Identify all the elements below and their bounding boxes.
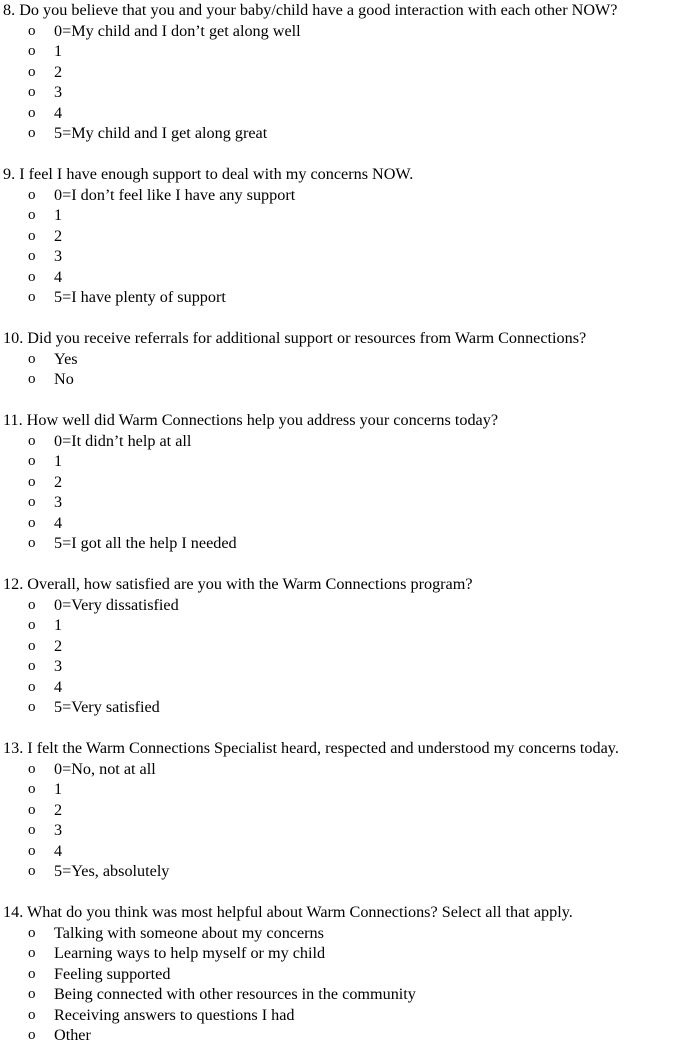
answer-option[interactable] <box>3 636 685 657</box>
option-bullet-icon: o <box>28 84 36 100</box>
option-label: 2 <box>54 472 63 491</box>
option-label: 1 <box>54 42 63 60</box>
option-label: 3 <box>54 247 63 265</box>
answer-option[interactable] <box>3 759 685 780</box>
question-text: 10. Did you receive referrals for additional support or resources from Warm Connections? <box>3 329 587 347</box>
option-bullet-icon: o <box>28 596 36 613</box>
option-bullet-icon: o <box>28 473 36 490</box>
option-label: Being connected with other resources in the community <box>54 985 416 1003</box>
question-block <box>3 328 685 390</box>
option-label: Receiving answers to questions I had <box>54 1005 295 1024</box>
option-bullet-icon: o <box>28 248 36 264</box>
option-bullet-icon: o <box>28 658 36 674</box>
option-label: 0=It didn’t help at all <box>54 431 192 450</box>
option-label: 2 <box>54 800 63 819</box>
option-label: 1 <box>54 452 63 470</box>
option-label: 5=My child and I get along great <box>54 124 268 142</box>
option-label: Yes <box>54 349 78 368</box>
answer-option[interactable] <box>3 656 685 677</box>
option-bullet-icon: o <box>28 678 36 695</box>
answer-option[interactable] <box>3 923 685 944</box>
answer-option[interactable] <box>3 1025 685 1046</box>
option-label: 4 <box>54 267 63 286</box>
survey-document <box>3 0 685 1046</box>
option-bullet-icon: o <box>28 781 36 797</box>
answer-option[interactable] <box>3 185 685 206</box>
option-bullet-icon: o <box>28 863 36 879</box>
question-text: 14. What do you think was most helpful about Warm Connections? Select all that apply. <box>3 903 573 921</box>
option-label: 3 <box>54 83 63 101</box>
option-bullet-icon: o <box>28 842 36 859</box>
option-label: 0=My child and I don’t get along well <box>54 21 301 40</box>
answer-option[interactable] <box>3 1005 685 1026</box>
option-label: 4 <box>54 103 63 122</box>
question-spacer <box>3 308 685 329</box>
option-label: Learning ways to help myself or my child <box>54 944 326 962</box>
option-bullet-icon: o <box>28 63 36 80</box>
question-block <box>3 164 685 308</box>
question-text: 11. How well did Warm Connections help you address your concerns today? <box>3 411 499 429</box>
option-bullet-icon: o <box>28 432 36 449</box>
option-bullet-icon: o <box>28 43 36 59</box>
answer-option[interactable] <box>3 82 685 103</box>
answer-option[interactable] <box>3 41 685 62</box>
option-label: 0=I don’t feel like I have any support <box>54 185 296 204</box>
option-bullet-icon: o <box>28 924 36 941</box>
option-label: 4 <box>54 513 63 532</box>
question-text: 13. I felt the Warm Connections Specialist heard, respected and understood my concerns today. <box>3 739 619 757</box>
option-bullet-icon: o <box>28 514 36 531</box>
option-label: 1 <box>54 780 63 798</box>
answer-option[interactable] <box>3 205 685 226</box>
answer-option[interactable] <box>3 287 685 308</box>
option-bullet-icon: o <box>28 699 36 715</box>
answer-option[interactable] <box>3 615 685 636</box>
question-block <box>3 0 685 144</box>
question-block <box>3 574 685 718</box>
question-block <box>3 410 685 554</box>
option-bullet-icon: o <box>28 965 36 982</box>
option-label: Talking with someone about my concerns <box>54 923 324 942</box>
answer-option[interactable] <box>3 800 685 821</box>
option-label: 2 <box>54 62 63 81</box>
option-bullet-icon: o <box>28 535 36 551</box>
option-label: 0=Very dissatisfied <box>54 595 179 614</box>
option-label: 2 <box>54 226 63 245</box>
option-bullet-icon: o <box>28 104 36 121</box>
question-text: 8. Do you believe that you and your baby/child have a good interaction with each other NOW? <box>3 1 618 19</box>
option-label: Feeling supported <box>54 964 171 983</box>
answer-option[interactable] <box>3 349 685 370</box>
answer-option[interactable] <box>3 103 685 124</box>
answer-option[interactable] <box>3 841 685 862</box>
answer-option[interactable] <box>3 472 685 493</box>
option-bullet-icon: o <box>28 945 36 961</box>
answer-option[interactable] <box>3 779 685 800</box>
question-spacer <box>3 718 685 739</box>
answer-option[interactable] <box>3 62 685 83</box>
option-label: 5=I got all the help I needed <box>54 534 237 552</box>
question-text: 12. Overall, how satisfied are you with the Warm Connections program? <box>3 575 473 593</box>
option-label: 4 <box>54 841 63 860</box>
answer-option[interactable] <box>3 697 685 718</box>
answer-option[interactable] <box>3 267 685 288</box>
answer-option[interactable] <box>3 246 685 267</box>
answer-option[interactable] <box>3 513 685 534</box>
answer-option[interactable] <box>3 595 685 616</box>
answer-option[interactable] <box>3 451 685 472</box>
option-bullet-icon: o <box>28 1006 36 1023</box>
option-bullet-icon: o <box>28 22 36 39</box>
option-label: 1 <box>54 206 63 224</box>
option-label: 0=No, not at all <box>54 759 156 778</box>
question-block <box>3 738 685 882</box>
question-text: 9. I feel I have enough support to deal with my concerns NOW. <box>3 165 414 183</box>
option-label: 5=Yes, absolutely <box>54 862 170 880</box>
answer-option[interactable] <box>3 431 685 452</box>
option-label: 2 <box>54 636 63 655</box>
answer-option[interactable] <box>3 369 685 390</box>
option-bullet-icon: o <box>28 453 36 469</box>
option-bullet-icon: o <box>28 289 36 305</box>
option-label: 3 <box>54 493 63 511</box>
answer-option[interactable] <box>3 964 685 985</box>
option-bullet-icon: o <box>28 268 36 285</box>
question-spacer <box>3 390 685 411</box>
option-bullet-icon: o <box>28 186 36 203</box>
answer-option[interactable] <box>3 820 685 841</box>
option-label: 3 <box>54 821 63 839</box>
option-bullet-icon: o <box>28 207 36 223</box>
option-bullet-icon: o <box>28 125 36 141</box>
option-bullet-icon: o <box>28 350 36 367</box>
option-label: 5=Very satisfied <box>54 698 160 716</box>
option-bullet-icon: o <box>28 227 36 244</box>
option-bullet-icon: o <box>28 637 36 654</box>
answer-option[interactable] <box>3 533 685 554</box>
option-bullet-icon: o <box>28 801 36 818</box>
option-bullet-icon: o <box>28 760 36 777</box>
option-label: No <box>54 370 74 388</box>
option-bullet-icon: o <box>28 1027 36 1043</box>
answer-option[interactable] <box>3 123 685 144</box>
answer-option[interactable] <box>3 861 685 882</box>
answer-option[interactable] <box>3 226 685 247</box>
option-bullet-icon: o <box>28 986 36 1002</box>
answer-option[interactable] <box>3 492 685 513</box>
option-label: 4 <box>54 677 63 696</box>
option-bullet-icon: o <box>28 822 36 838</box>
option-bullet-icon: o <box>28 494 36 510</box>
option-label: 3 <box>54 657 63 675</box>
option-label: 1 <box>54 616 63 634</box>
question-spacer <box>3 882 685 903</box>
question-spacer <box>3 554 685 575</box>
question-spacer <box>3 144 685 165</box>
answer-option[interactable] <box>3 943 685 964</box>
option-bullet-icon: o <box>28 371 36 387</box>
question-block <box>3 902 685 1046</box>
option-label: Other <box>54 1026 91 1044</box>
answer-option[interactable] <box>3 677 685 698</box>
option-label: 5=I have plenty of support <box>54 288 226 306</box>
option-bullet-icon: o <box>28 617 36 633</box>
answer-option[interactable] <box>3 21 685 42</box>
answer-option[interactable] <box>3 984 685 1005</box>
